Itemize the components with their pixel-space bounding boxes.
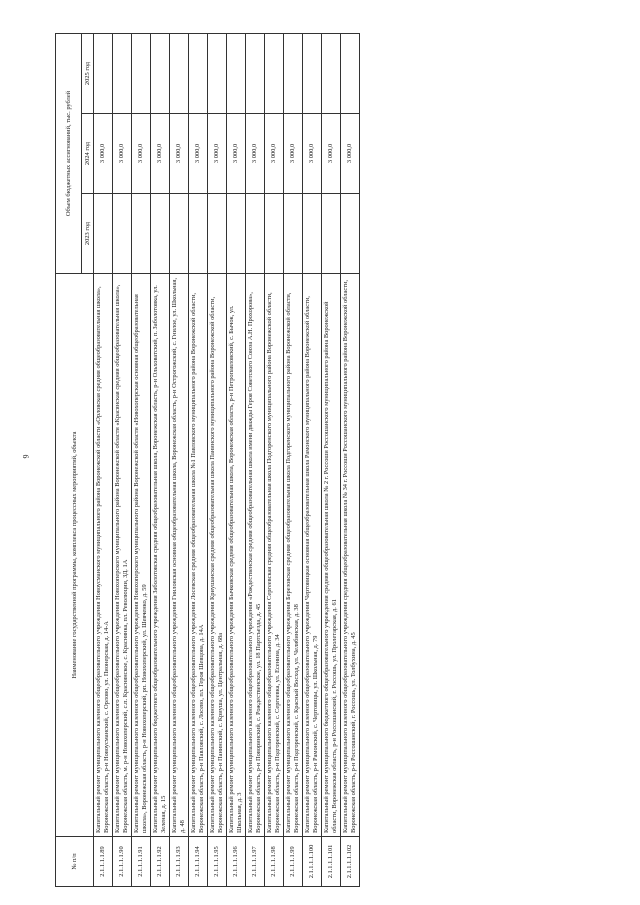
row-code: 2.1.1.1.1.97 [246, 837, 265, 887]
row-description: Капитальный ремонт муниципального бюджетного общеобразовательного учреждения средняя общеобразовательная школа № 2 г. Россоши Россошанского муниципального района Воронежской области, Воронежская область, р-н Россошанский, г. Россошь, ул. Пролетарская, д. 61 [322, 274, 341, 837]
row-description: Капитальный ремонт муниципального казенного общеобразовательного учреждения Чертовицкая основная общеобразовательная школа Рамонского муниципального района Воронежской области, Воронежская область, р-н Рамонский, с. Чертовицы, ул. Школьная, д. 79 [303, 274, 322, 837]
row-value-2023 [113, 194, 132, 274]
row-value-2023 [341, 194, 360, 274]
row-description: Капитальный ремонт муниципального казенного общеобразовательного учреждения Лосевская средняя общеобразовательная школа №1 Павловского муниципального района Воронежской области, Воронежская область, р-н Павловский, с. Лосево, пл. Героя Шевцова, д. 14А [189, 274, 208, 837]
row-value-2023 [170, 194, 189, 274]
row-value-2025 [265, 34, 284, 114]
row-value-2025 [132, 34, 151, 114]
row-code: 2.1.1.1.1.92 [151, 837, 170, 887]
row-value-2025 [208, 34, 227, 114]
row-value-2025 [94, 34, 113, 114]
row-value-2023 [189, 194, 208, 274]
row-value-2024: 3 000,0 [113, 114, 132, 194]
row-description: Капитальный ремонт муниципального казенного общеобразовательного учреждения Новоусманского муниципального района Воронежской области «Орловская средняя общеобразовательная школа», Воронежская область, р-н Новоусманский, с. Орлово, ул. Пионерская, д. 14-А [94, 274, 113, 837]
row-description: Капитальный ремонт муниципального казенного общеобразовательного учреждения Березовская средняя общеобразовательная школа Подгоренского муниципального района Воронежской области, Воронежская область, р-н Подгоренский, с. Красный Восход, ул. Челябинская, д. 38 [284, 274, 303, 837]
row-value-2024: 3 000,0 [189, 114, 208, 194]
row-code: 2.1.1.1.1.96 [227, 837, 246, 887]
row-value-2024: 3 000,0 [132, 114, 151, 194]
row-value-2025 [341, 34, 360, 114]
row-description: Капитальный ремонт муниципального бюджетного общеобразовательного учреждения Заболотовская средняя общеобразовательная школа, Воронежская область, р-н Ольховатский, п. Заболотовка, ул. Зеленая, д. 15 [151, 274, 170, 837]
budget-table [55, 33, 360, 887]
row-value-2024: 3 000,0 [151, 114, 170, 194]
row-value-2024: 3 000,0 [246, 114, 265, 194]
row-value-2025 [189, 34, 208, 114]
row-value-2023 [265, 194, 284, 274]
table-row [341, 34, 360, 887]
row-description: Капитальный ремонт муниципального казенного общеобразовательного учреждения Новохоперского муниципального района Воронежской области «Красянская средняя общеобразовательная школа», Воронежская область, м. р-н Новохоперский, с.п. Краснянское, с. Краснянка, пл. Революции, ЗД. 1А [113, 274, 132, 837]
row-value-2024: 3 000,0 [94, 114, 113, 194]
row-value-2023 [246, 194, 265, 274]
table-row [94, 34, 113, 887]
page-number: 9 [21, 454, 31, 459]
row-value-2024: 3 000,0 [284, 114, 303, 194]
row-description: Капитальный ремонт муниципального казенного общеобразовательного учреждения Гниловская основная общеобразовательная школа, Воронежская область, р-н Острогожский, с. Гнилое, ул. Школьная, д. 48 [170, 274, 189, 837]
table-row [113, 34, 132, 887]
row-value-2024: 3 000,0 [322, 114, 341, 194]
header-volume: Объем бюджетных ассигнований, тыс. рублей [56, 34, 82, 274]
row-value-2024: 3 000,0 [303, 114, 322, 194]
row-value-2025 [170, 34, 189, 114]
row-value-2025 [246, 34, 265, 114]
header-year-2024: 2024 год [82, 114, 94, 194]
table-row [132, 34, 151, 887]
table-row [170, 34, 189, 887]
row-code: 2.1.1.1.1.91 [132, 837, 151, 887]
table-row [265, 34, 284, 887]
row-value-2025 [227, 34, 246, 114]
row-value-2025 [113, 34, 132, 114]
table-row [322, 34, 341, 887]
row-value-2024: 3 000,0 [208, 114, 227, 194]
row-value-2025 [284, 34, 303, 114]
table-body [94, 34, 360, 887]
row-value-2025 [322, 34, 341, 114]
row-value-2025 [303, 34, 322, 114]
row-description: Капитальный ремонт муниципального казенного общеобразовательного учреждения Сергеевская средняя общеобразовательная школа Подгоренского муниципального района Воронежской области, Воронежская область, р-н Подгоренский, с. Сергеевка, ул. Есенина, д. 34 [265, 274, 284, 837]
row-value-2025 [151, 34, 170, 114]
row-code: 2.1.1.1.1.89 [94, 837, 113, 887]
row-code: 2.1.1.1.1.93 [170, 837, 189, 887]
row-description: Капитальный ремонт муниципального казенного общеобразовательного учреждения «Рождественская средняя общеобразовательная школа имени дважды Героя Советского Союза А.Н. Прохорова», Воронежская область, р-н Поворинский, с. Рождественское, ул. 18 Партсъезда, д. 45 [246, 274, 265, 837]
row-value-2023 [284, 194, 303, 274]
table-row [227, 34, 246, 887]
table-row [208, 34, 227, 887]
header-year-2025: 2025 год [82, 34, 94, 114]
table-row [246, 34, 265, 887]
row-description: Капитальный ремонт муниципального казенного общеобразовательного учреждения Новохоперского муниципального района Воронежской области «Новохоперская основная общеобразовательная школа», Воронежская область, р-н Новохоперский, рп. Новохоперский, ул. Шевченко, д. 59 [132, 274, 151, 837]
row-code: 2.1.1.1.1.95 [208, 837, 227, 887]
row-value-2023 [322, 194, 341, 274]
table-row [303, 34, 322, 887]
header-name: Наименование государственной программы, комплекса процессных мероприятий, объекта [56, 274, 94, 837]
row-code: 2.1.1.1.1.101 [322, 837, 341, 887]
row-description: Капитальный ремонт муниципального казенного общеобразовательного учреждения Бычковская средняя общеобразовательная школа, Воронежская область, р-н Петропавловский, с. Бычок, ул. Школьная, д. 3 [227, 274, 246, 837]
row-value-2023 [132, 194, 151, 274]
row-code: 2.1.1.1.1.100 [303, 837, 322, 887]
row-value-2024: 3 000,0 [265, 114, 284, 194]
row-value-2024: 3 000,0 [170, 114, 189, 194]
row-code: 2.1.1.1.1.99 [284, 837, 303, 887]
row-value-2023 [208, 194, 227, 274]
header-num: № п/п [56, 837, 94, 887]
table-row [151, 34, 170, 887]
row-description: Капитальный ремонт муниципального казенного общеобразовательного учреждения средняя общеобразовательная школа № 34 г. Россоши Россошанского муниципального района Воронежской области, Воронежская область, р-н Россошанский, г. Россошь, ул. Толбухина, д. 45 [341, 274, 360, 837]
row-description: Капитальный ремонт муниципального казенного общеобразовательного учреждения Криушанская средняя общеобразовательная школа Панинского муниципального района Воронежской области, Воронежская область, р-н Панинский, с. Криуша, ул. Центральная, д. 68а [208, 274, 227, 837]
table-row [189, 34, 208, 887]
row-code: 2.1.1.1.1.94 [189, 837, 208, 887]
row-code: 2.1.1.1.1.98 [265, 837, 284, 887]
row-code: 2.1.1.1.1.90 [113, 837, 132, 887]
row-value-2023 [227, 194, 246, 274]
row-value-2023 [94, 194, 113, 274]
row-value-2023 [151, 194, 170, 274]
header-year-2023: 2023 год [82, 194, 94, 274]
row-value-2024: 3 000,0 [227, 114, 246, 194]
table-row [284, 34, 303, 887]
row-value-2024: 3 000,0 [341, 114, 360, 194]
row-code: 2.1.1.1.1.102 [341, 837, 360, 887]
row-value-2023 [303, 194, 322, 274]
rotated-page-content [55, 34, 623, 887]
